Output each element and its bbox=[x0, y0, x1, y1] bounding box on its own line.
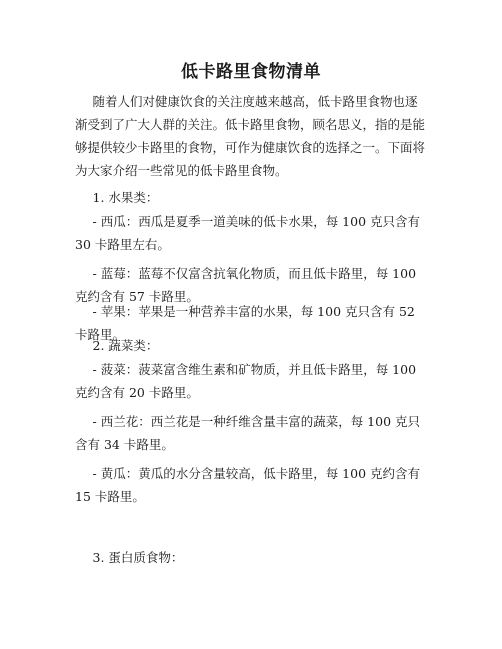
section-heading-protein: 3. 蛋白质食物： bbox=[92, 550, 184, 565]
list-item-cucumber: - 黄瓜：黄瓜的水分含量较高，低卡路里，每 100 克约含有 15 卡路里。 bbox=[75, 466, 421, 504]
intro-paragraph: 随着人们对健康饮食的关注度越来越高，低卡路里食物也逐渐受到了广大人群的关注。低卡路里食物，顾名思义，指的是能够提供较少卡路里的食物，可作为健康饮食的选择之一。下面将为大家介绍一些常见的低卡路里食物。 bbox=[75, 94, 426, 178]
list-item-blueberry: - 蓝莓：蓝莓不仅富含抗氧化物质，而且低卡路里，每 100 克约含有 57 卡路里。 bbox=[75, 266, 417, 304]
section-heading-fruits: 1. 水果类： bbox=[92, 190, 159, 205]
document-title: 低卡路里食物清单 bbox=[181, 62, 321, 82]
list-item-broccoli: - 西兰花：西兰花是一种纤维含量丰富的蔬菜，每 100 克只含有 34 卡路里。 bbox=[75, 414, 421, 452]
section-heading-vegetables: 2. 蔬菜类： bbox=[92, 338, 159, 353]
list-item-apple: - 苹果：苹果是一种营养丰富的水果，每 100 克只含有 52 卡路里。 bbox=[75, 304, 415, 342]
list-item-spinach: - 菠菜：菠菜富含维生素和矿物质，并且低卡路里，每 100 克约含有 20 卡路里。 bbox=[75, 362, 417, 400]
list-item-watermelon: - 西瓜：西瓜是夏季一道美味的低卡水果，每 100 克只含有 30 卡路里左右。 bbox=[75, 214, 421, 252]
